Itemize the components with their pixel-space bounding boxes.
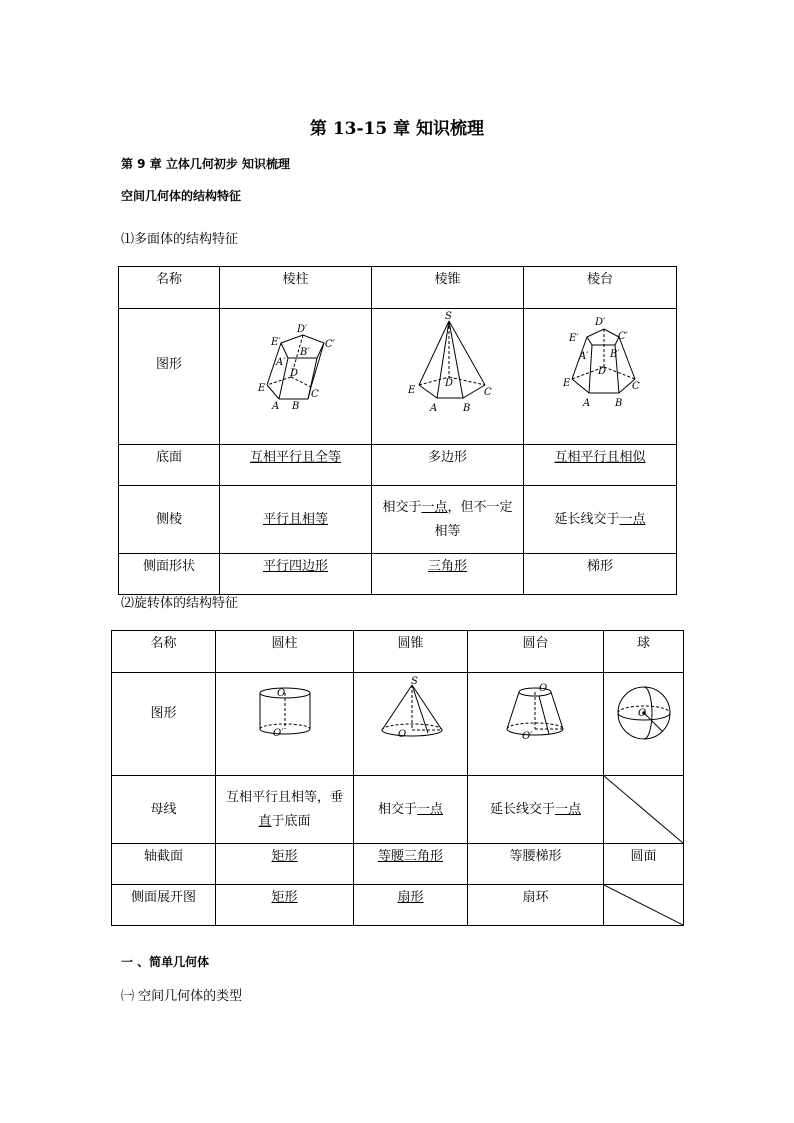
prism-label: D′ (296, 324, 307, 335)
table-cell: 延长线交于一点 (468, 776, 604, 844)
table-cell: 多边形 (372, 445, 524, 486)
table-cell: 等腰三角形 (354, 844, 468, 885)
prism-label: B (291, 401, 299, 412)
row-label: 图形 (112, 673, 216, 776)
pyramid-label: D (444, 378, 453, 389)
table-cell: 互相平行且全等 (220, 445, 372, 486)
cylinder-figure (217, 673, 353, 768)
table-cell: 相交于一点，但不一定相等 (372, 486, 524, 554)
page-title: 第 13-15 章 知识梳理 (309, 119, 485, 139)
sphere-figure (605, 673, 683, 768)
polyhedra-caption: ⑴多面体的结构特征 (121, 232, 239, 247)
prism-label: C (310, 389, 319, 400)
empty-diagonal-cell (604, 885, 684, 926)
frustum-label: E′ (569, 333, 579, 344)
table-cell: 互相平行且相似 (524, 445, 677, 486)
row-label: 侧面展开图 (112, 885, 216, 926)
cone-label: S (410, 676, 418, 687)
pyramid-label: B (462, 403, 470, 414)
row-label: 侧棱 (119, 486, 220, 554)
prism-label: C′ (324, 339, 335, 350)
pyramid-label: A (429, 403, 437, 414)
frustum-label: E (563, 378, 571, 389)
cylinder-label: O′ (272, 728, 283, 739)
empty-diagonal-cell (604, 776, 684, 844)
cylinder-label: O (276, 688, 285, 699)
revolution-table (111, 630, 684, 926)
prism-label: A (271, 401, 279, 412)
frustum-figure (525, 309, 675, 437)
chapter-heading: 第 9 章 立体几何初步 知识梳理 (121, 157, 291, 171)
header-cell: 圆台 (468, 631, 604, 673)
table-cell: 扇环 (468, 885, 604, 926)
frustum-label: B′ (610, 349, 620, 360)
table-cell: 梯形 (524, 554, 677, 595)
prism-figure-cell (220, 309, 372, 445)
frustum-label: B (615, 398, 623, 409)
row-label: 图形 (119, 309, 220, 445)
table-cell: 矩形 (216, 844, 354, 885)
revolution-caption: ⑵旋转体的结构特征 (121, 596, 239, 611)
sphere-label: O (637, 708, 646, 719)
prism-label: E (257, 383, 265, 394)
pyramid-label: S (444, 311, 452, 322)
frustum-figure-cell (524, 309, 677, 445)
frustum-cone-label: O′ (521, 731, 532, 742)
pyramid-figure-cell (372, 309, 524, 445)
row-label: 母线 (112, 776, 216, 844)
section-1-item: ㈠ 空间几何体的类型 (121, 989, 243, 1004)
frustum-label: C′ (618, 331, 628, 342)
pyramid-label: E (407, 385, 415, 396)
table-cell: 三角形 (372, 554, 524, 595)
frustum-label: D′ (595, 317, 606, 328)
table-cell: 圆面 (604, 844, 684, 885)
pyramid-figure (373, 309, 523, 437)
sphere-figure-cell (604, 673, 684, 776)
frustum-cone-figure (469, 673, 603, 768)
section-1-heading: 一 、简单几何体 (121, 955, 210, 969)
prism-label: D (289, 368, 298, 379)
table-cell: 扇形 (354, 885, 468, 926)
table-cell: 延长线交于一点 (524, 486, 677, 554)
row-label: 侧面形状 (119, 554, 220, 595)
table-cell: 平行且相等 (220, 486, 372, 554)
row-label: 轴截面 (112, 844, 216, 885)
frustum-label: A′ (579, 351, 589, 362)
pyramid-label: C (483, 387, 492, 398)
frustum-cone-figure-cell (468, 673, 604, 776)
header-cell: 棱台 (524, 267, 677, 309)
frustum-label: D (598, 366, 607, 377)
header-cell: 名称 (119, 267, 220, 309)
cone-figure (355, 673, 467, 768)
frustum-cone-label: O (538, 683, 547, 694)
header-cell: 棱锥 (372, 267, 524, 309)
frustum-label: C (632, 381, 640, 392)
table-cell: 互相平行且相等，垂直于底面 (216, 776, 354, 844)
diagonal-line (604, 776, 683, 843)
header-cell: 圆锥 (354, 631, 468, 673)
row-label: 底面 (119, 445, 220, 486)
prism-label: A′ (275, 357, 285, 368)
cylinder-figure-cell (216, 673, 354, 776)
prism-label: B′ (299, 347, 310, 358)
section-heading: 空间几何体的结构特征 (121, 189, 242, 203)
frustum-label: A (583, 398, 591, 409)
table-cell: 矩形 (216, 885, 354, 926)
header-cell: 名称 (112, 631, 216, 673)
table-cell: 平行四边形 (220, 554, 372, 595)
prism-figure (221, 309, 371, 437)
table-cell: 相交于一点 (354, 776, 468, 844)
polyhedra-table (118, 266, 677, 595)
header-cell: 球 (604, 631, 684, 673)
prism-label: E′ (270, 337, 281, 348)
header-cell: 棱柱 (220, 267, 372, 309)
diagonal-line (604, 885, 683, 925)
cone-figure-cell (354, 673, 468, 776)
table-cell: 等腰梯形 (468, 844, 604, 885)
header-cell: 圆柱 (216, 631, 354, 673)
cone-label: O (397, 729, 406, 740)
